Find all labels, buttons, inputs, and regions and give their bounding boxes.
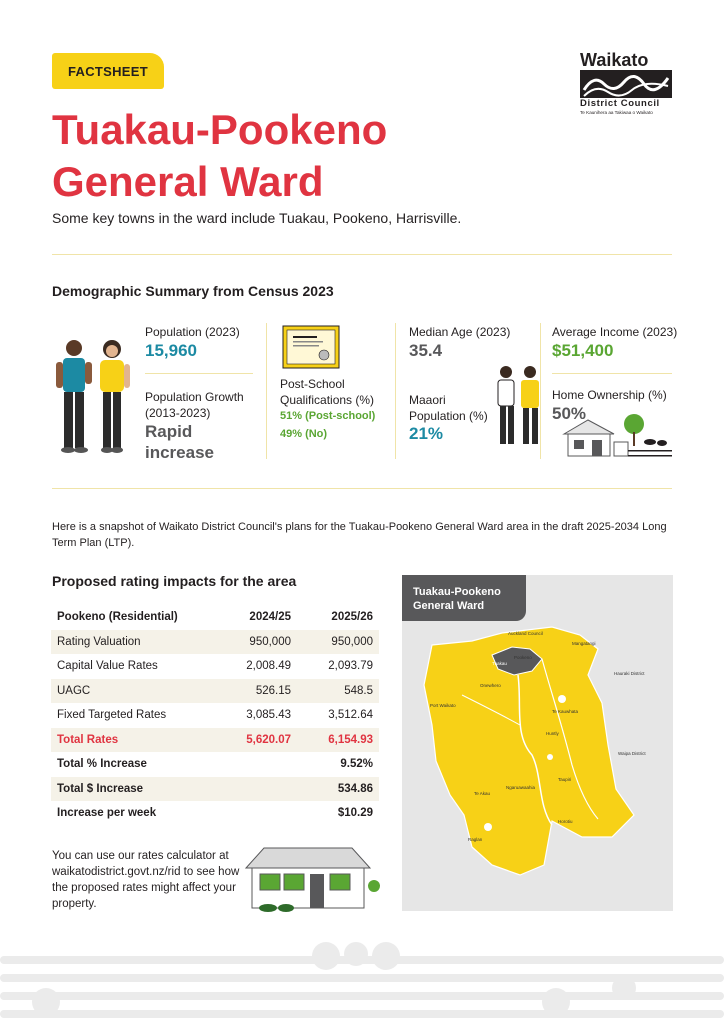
map-label: Horotiu <box>558 819 573 824</box>
table-header-cell: 2024/25 <box>249 611 291 624</box>
growth-label-line-2: (2013-2023) <box>145 406 211 420</box>
map-label: Pookeno <box>514 655 532 660</box>
map-label: Onewhero <box>480 683 501 688</box>
table-row <box>51 654 379 679</box>
population-value: 15,960 <box>145 341 197 360</box>
table-cell: Increase per week <box>57 807 157 820</box>
table-cell-empty <box>215 801 297 826</box>
qual-label-line-1: Post-School <box>280 377 345 391</box>
table-cell-empty <box>215 777 297 802</box>
growth-label-line-1: Population Growth <box>145 390 244 404</box>
income-label: Average Income (2023) <box>552 325 678 339</box>
map-label: Ngaruawaahia <box>506 785 536 790</box>
table-row-week <box>51 801 379 826</box>
logo-line2: District Council <box>580 98 660 109</box>
map-label: Raglan <box>468 837 483 842</box>
maaori-label-line-2: Population (%) <box>409 409 488 423</box>
page-title <box>52 104 472 208</box>
table-cell: Capital Value Rates <box>57 660 158 673</box>
people-illustration-icon <box>50 336 136 456</box>
table-header-cell: 2025/26 <box>331 611 373 624</box>
ward-map <box>402 575 673 911</box>
table-row <box>51 630 379 655</box>
table-row <box>51 703 379 728</box>
table-cell: Total $ Increase <box>51 777 215 802</box>
table-cell: 526.15 <box>215 679 297 704</box>
house-icon <box>244 842 380 912</box>
calculator-note: You can use our rates calculator at waikatodistrict.govt.nz/rid to see how the proposed rates might affect your property. <box>52 850 240 910</box>
title-line-1: Tuakau-Pookeno <box>52 106 388 153</box>
table-header-row <box>51 605 379 630</box>
table-cell: 5,620.07 <box>215 728 297 753</box>
map-label: Waipa District <box>618 751 646 756</box>
map-label: Te Kauwhata <box>552 709 579 714</box>
ward-map-graphic <box>402 575 673 911</box>
map-title-line-2: General Ward <box>413 600 485 612</box>
population-label: Population (2023) <box>145 325 240 339</box>
map-label: Tuakau <box>492 661 507 666</box>
income-divider <box>552 373 672 374</box>
home-ownership-label: Home Ownership (%) <box>552 388 667 402</box>
table-row <box>51 679 379 704</box>
qual-no: 49% (No) <box>280 428 328 440</box>
divider-top <box>52 254 672 255</box>
table-cell: $10.29 <box>337 807 373 820</box>
maaori-label <box>409 392 488 424</box>
median-age-label: Median Age (2023) <box>409 325 511 339</box>
table-cell: Fixed Targeted Rates <box>57 709 167 722</box>
rates-heading: Proposed rating impacts for the area <box>52 573 297 589</box>
qualifications-label <box>280 376 374 408</box>
table-cell: 2,093.79 <box>328 660 373 673</box>
table-cell: 534.86 <box>297 777 379 802</box>
map-label: Auckland Council <box>508 631 543 636</box>
table-cell: 2,008.49 <box>246 660 291 673</box>
map-label: Hauraki District <box>614 671 645 676</box>
growth-value-line-1: Rapid <box>145 422 193 441</box>
map-title-line-1: Tuakau-Pookeno <box>413 586 501 598</box>
table-cell: Rating Valuation <box>51 630 215 655</box>
demographics-heading: Demographic Summary from Census 2023 <box>52 283 334 299</box>
factsheet-badge: FACTSHEET <box>52 53 164 89</box>
logo-line3: Te Kaunihera aa Takiwaa o Waikato <box>580 110 653 115</box>
maaori-value: 21% <box>409 424 444 443</box>
table-cell: 6,154.93 <box>297 728 379 753</box>
logo-wave-icon <box>580 70 672 98</box>
divider-middle <box>52 488 672 489</box>
income-value: $51,400 <box>552 341 614 360</box>
map-label: Taupiri <box>558 777 572 782</box>
table-cell: 548.5 <box>297 679 379 704</box>
map-label: Port Waikato <box>430 703 456 708</box>
demo-divider-3 <box>540 323 541 459</box>
table-cell: Total Rates <box>51 728 215 753</box>
median-age-value: 35.4 <box>409 341 443 360</box>
title-line-2: General Ward <box>52 158 324 205</box>
footer-pattern <box>0 940 724 1024</box>
growth-value-line-2: increase <box>145 443 214 462</box>
table-header-cell: Pookeno (Residential) <box>57 611 178 624</box>
map-label: Te Akau <box>474 791 491 796</box>
table-row-dollar <box>51 777 379 802</box>
table-cell: UAGC <box>51 679 215 704</box>
table-cell: 3,512.64 <box>328 709 373 722</box>
table-cell: 950,000 <box>215 630 297 655</box>
population-divider <box>145 373 253 374</box>
growth-value <box>145 421 214 463</box>
demo-divider-2 <box>395 323 396 459</box>
demo-divider-1 <box>266 323 267 459</box>
table-cell: 950,000 <box>297 630 379 655</box>
table-cell: 9.52% <box>340 758 373 771</box>
qual-post-school: 51% (Post-school) <box>280 410 376 422</box>
table-cell: Total % Increase <box>57 758 147 771</box>
logo-name: Waikato <box>580 50 649 70</box>
table-row-pct <box>51 752 379 777</box>
maaori-label-line-1: Maaori <box>409 393 446 407</box>
rates-table <box>51 605 379 826</box>
page-subtitle: Some key towns in the ward include Tuakau, Pookeno, Harrisville. <box>52 210 462 226</box>
map-title <box>402 575 526 621</box>
farmhouse-icon <box>562 412 674 460</box>
intro-paragraph: Here is a snapshot of Waikato District Council's plans for the Tuakau-Pookeno General Ward area in the draft 2025-2034 Long Term Plan (LTP). <box>52 521 667 549</box>
map-label: Mangatangi <box>572 641 596 646</box>
home-ownership-value: 50% <box>552 404 587 423</box>
qual-label-line-2: Qualifications (%) <box>280 393 375 407</box>
table-cell: 3,085.43 <box>246 709 291 722</box>
table-row-total <box>51 728 379 753</box>
growth-label <box>145 389 244 421</box>
certificate-icon <box>282 325 340 369</box>
map-label: Huntly <box>546 731 559 736</box>
table-cell-empty <box>215 752 297 777</box>
council-logo <box>580 50 675 120</box>
